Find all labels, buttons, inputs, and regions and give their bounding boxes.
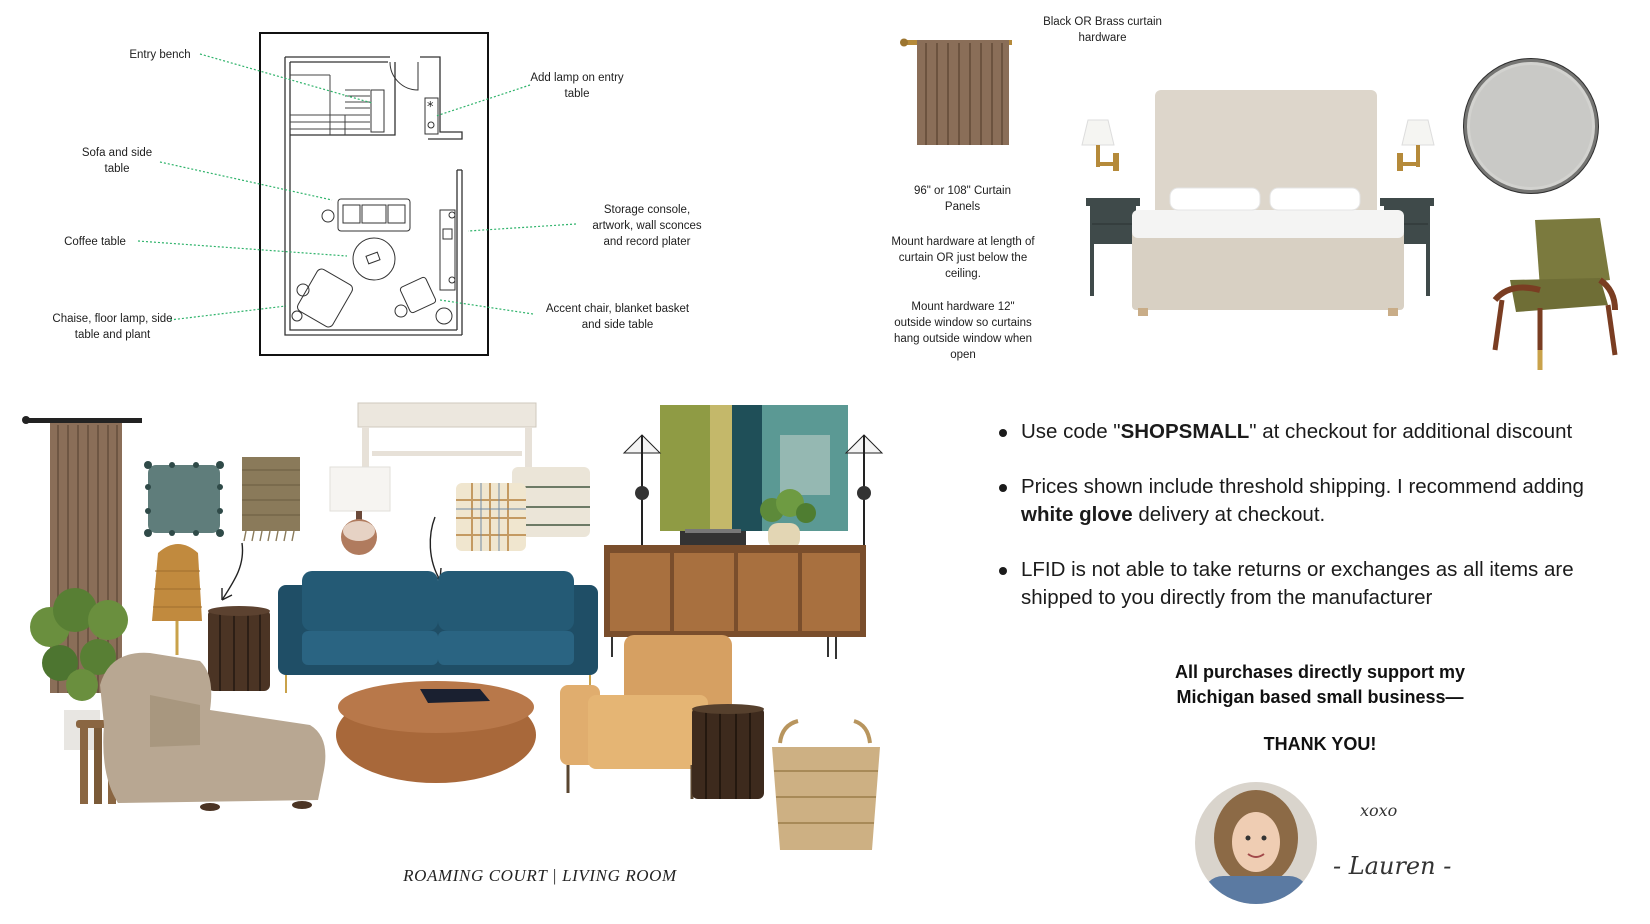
thank-you: THANK YOU! — [1263, 734, 1377, 754]
leather-ottoman — [336, 681, 536, 783]
curtain-panel-image — [900, 35, 1015, 147]
support-line-2: Michigan based small business— — [1176, 687, 1464, 707]
round-mirror-image — [1463, 58, 1599, 194]
mount-note-2: Mount hardware 12" outside window so curtains hang outside window when open — [893, 301, 1033, 361]
label-coffee-table: Coffee table — [64, 236, 126, 248]
note-returns: LFID is not able to take returns or exchanges as all items are shipped to you directly from the manufacturer — [995, 556, 1635, 612]
floor-plan-stairs — [290, 75, 370, 135]
signature: - Lauren - — [1333, 852, 1452, 880]
label-accent-chair: Accent chair, blanket basket and side table — [545, 303, 690, 331]
plaid-pillows — [456, 467, 590, 551]
label-sofa: Sofa and side table — [81, 147, 153, 175]
olive-accent-chair — [1495, 218, 1615, 370]
support-line-1: All purchases directly support my — [1174, 662, 1466, 682]
avatar — [1193, 780, 1319, 906]
stump-side-table-left — [208, 606, 270, 691]
throw-blanket — [242, 457, 300, 541]
hardware-note: Black OR Brass curtain hardware — [1043, 16, 1162, 44]
board-caption: ROAMING COURT | LIVING ROOM — [403, 866, 677, 885]
nightstand-left — [1086, 198, 1140, 296]
wall-sconce-left — [624, 435, 660, 545]
leader-lines — [138, 54, 576, 320]
label-chaise: Chaise, floor lamp, side table and plant — [52, 313, 173, 341]
floor-plan-walls — [285, 57, 462, 335]
table-lamp — [330, 467, 390, 555]
label-entry-bench: Entry bench — [129, 49, 191, 61]
xoxo-signoff: xoxo — [1360, 801, 1398, 820]
wall-sconce-right — [846, 435, 882, 545]
svg-text:*: * — [427, 100, 434, 115]
pom-pom-pillow — [144, 461, 224, 537]
curtain-size-note: 96" or 108" Curtain Panels — [913, 185, 1012, 213]
label-storage: Storage console, artwork, wall sconces and record plater — [592, 204, 702, 248]
navy-velvet-sofa — [278, 571, 598, 693]
shopping-notes — [995, 418, 1635, 639]
white-glove-emphasis: white glove — [1021, 503, 1133, 526]
bedroom-furniture-images — [1070, 50, 1650, 380]
woven-basket — [772, 721, 880, 850]
rattan-floor-lamp — [152, 544, 202, 655]
support-message — [1130, 660, 1510, 710]
floor-plan-frame — [260, 33, 488, 355]
floor-plan-sofa — [322, 199, 410, 231]
stump-side-table-right — [692, 704, 764, 799]
sconce-right — [1397, 120, 1434, 171]
note-shipping: Prices shown include threshold shipping. I recommend adding white glove delivery at checkout. — [995, 473, 1635, 529]
abstract-artwork — [660, 405, 848, 531]
discount-code: SHOPSMALL — [1120, 420, 1250, 443]
woven-bench — [358, 403, 536, 475]
mount-note-1: Mount hardware at length of curtain OR just below the ceiling. — [891, 236, 1035, 280]
note-discount-code: Use code "SHOPSMALL" at checkout for additional discount — [995, 418, 1635, 446]
label-lamp: Add lamp on entry table — [530, 72, 624, 100]
sconce-left — [1082, 120, 1119, 171]
living-room-mood-board — [20, 395, 920, 910]
upholstered-bed — [1132, 90, 1404, 316]
